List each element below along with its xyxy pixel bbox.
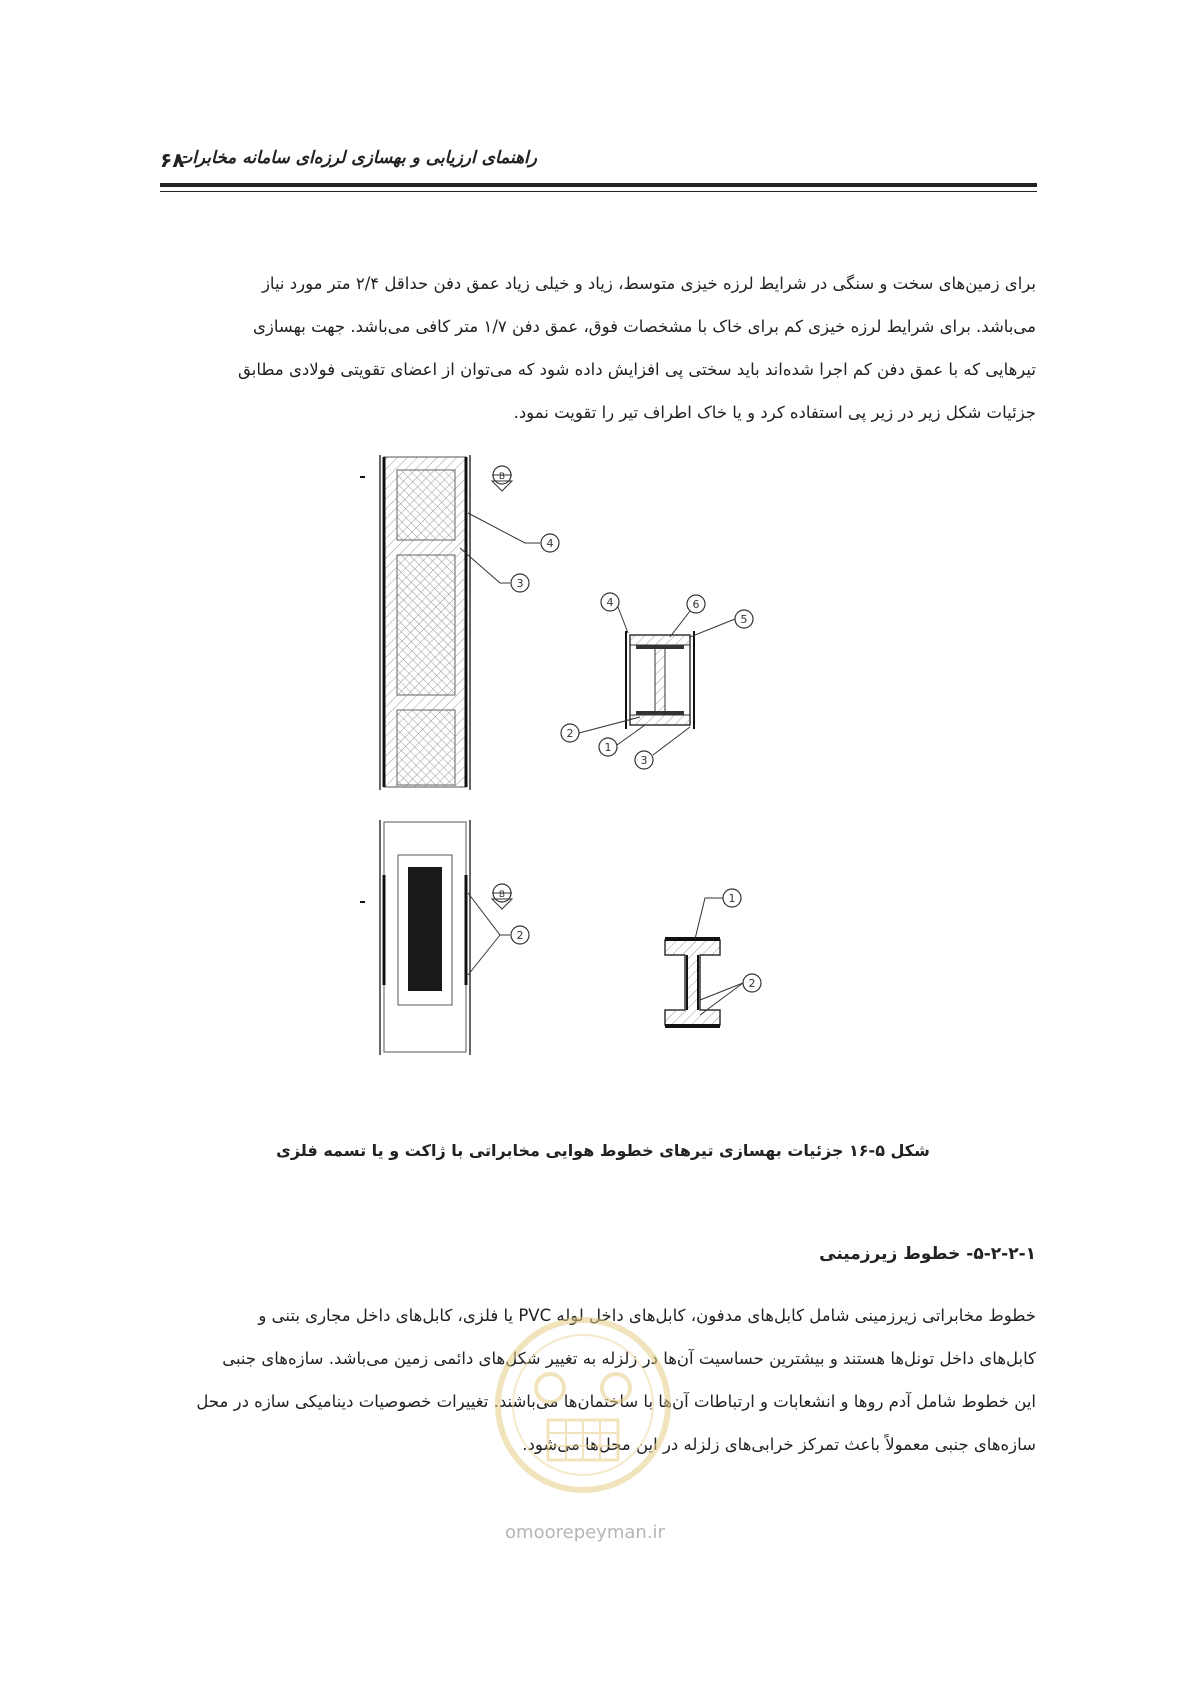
callout-label: 3 — [640, 754, 648, 767]
lower-cross-section — [665, 889, 761, 1028]
callout-label: 6 — [692, 598, 700, 611]
paragraph-line: جزئیات شکل زیر در زیر پی استفاده کرد و یا خاک اطراف تیر را تقویت نمود. — [513, 403, 1036, 422]
callout-label: 2 — [748, 977, 756, 990]
running-header-title: راهنمای ارزیابی و بهسازی لرزه‌ای سامانه مخابرات — [176, 148, 537, 168]
callout-label: 4 — [546, 537, 554, 550]
paragraph-line: تیرهایی که با عمق دفن کم اجرا شده‌اند باید سختی پی افزایش داده شود که می‌توان از اعضای تقویتی فولادی مطابق — [238, 360, 1036, 379]
header-rule-thick — [160, 183, 1037, 187]
watermark-seal — [488, 1310, 678, 1510]
paragraph-line: سازه‌های جنبی معمولاً باعث تمرکز خرابی‌های زلزله در این محل‌ها می‌شود. — [522, 1435, 1036, 1454]
section-mark-label: B — [498, 890, 506, 900]
callout-label: 1 — [728, 892, 736, 905]
callout-label: 5 — [740, 613, 748, 626]
paragraph-line: خطوط مخابراتی زیرزمینی شامل کابل‌های مدفون، کابل‌های داخل لوله PVC یا فلزی، کابل‌های داخل مجاری بتنی و — [258, 1306, 1036, 1325]
body-paragraph-1 — [170, 262, 1036, 434]
header-rule-thin — [160, 191, 1037, 192]
section-heading: ۵-۲-۲-۱- خطوط زیرزمینی — [819, 1244, 1036, 1264]
paragraph-line: کابل‌های داخل تونل‌ها هستند و بیشترین حساسیت آن‌ها در زلزله به تغییر شکل‌های دائمی زمین می‌باشد. سازه‌های جنبی — [222, 1349, 1036, 1368]
upper-elevation — [360, 455, 559, 790]
callout-label: 2 — [516, 929, 524, 942]
callout-label: 2 — [566, 727, 574, 740]
watermark-url: omoorepeyman.ir — [505, 1522, 665, 1543]
upper-cross-section — [561, 593, 753, 769]
running-header — [160, 140, 1037, 180]
paragraph-line: می‌باشد. برای شرایط لرزه خیزی کم برای خاک با مشخصات فوق، عمق دفن ۱/۷ متر کافی می‌باشد. جهت بهسازی — [253, 317, 1036, 336]
section-mark-label: B — [498, 472, 506, 482]
paragraph-line: این خطوط شامل آدم روها و انشعابات و ارتباطات آن‌ها با ساختمان‌ها می‌باشند. تغییرات خصوصیات دینامیکی سازه در محل — [196, 1392, 1036, 1411]
page-number: ۶۸ — [160, 148, 185, 172]
figure-caption: شکل ۵-۱۶ جزئیات بهسازی تیرهای خطوط هوایی مخابراتی با ژاکت و یا تسمه فلزی — [276, 1141, 930, 1160]
callout-label: 3 — [516, 577, 524, 590]
lower-elevation — [360, 820, 529, 1055]
paragraph-line: برای زمین‌های سخت و سنگی در شرایط لرزه خیزی متوسط، زیاد و خیلی زیاد عمق دفن حداقل ۲/۴ متر مورد نیاز — [261, 274, 1036, 293]
callout-label: 4 — [606, 596, 614, 609]
pole-retrofit-figure — [360, 455, 860, 1135]
callout-label: 1 — [604, 741, 612, 754]
